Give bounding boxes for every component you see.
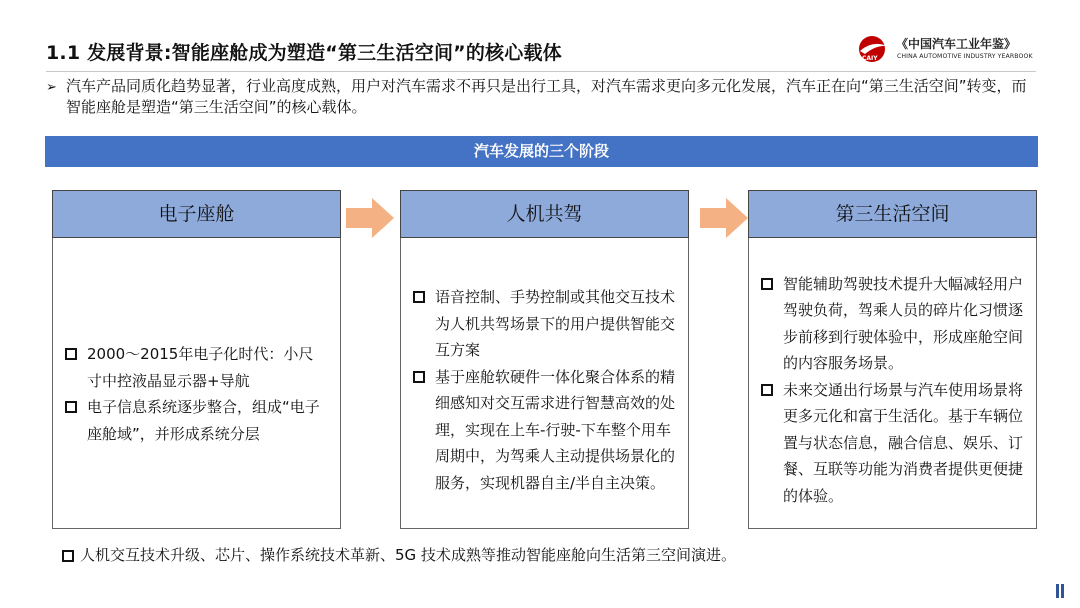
footer-note [62,545,736,566]
list-item [761,377,1024,510]
intro-text: 汽车产品同质化趋势显著，行业高度成熟，用户对汽车需求不再只是出行工具，对汽车需求更向多元化发展，汽车正在向“第三生活空间”转变，而智能座舱是塑造“第三生活空间”的核心载体。 [66,77,1027,116]
stage-card-electronic-cockpit [52,190,341,443]
arrow-bullet-icon: ➢ [46,80,57,95]
page-title: 1.1 发展背景:智能座舱成为塑造“第三生活空间”的核心载体 [46,42,562,64]
stage-title: 第三生活空间 [748,190,1037,238]
stage-card-human-machine-codriving [400,190,689,492]
page-marker-icon [1056,584,1066,598]
square-bullet-icon [761,278,773,290]
square-bullet-icon [62,550,74,562]
list-item [65,341,328,394]
caiy-logo-icon [856,34,890,64]
list-item-text: 智能辅助驾驶技术提升大幅减轻用户驾驶负荷，驾乘人员的碎片化习惯逐步前移到行驶体验中，形成座舱空间的内容服务场景。 [783,274,1024,373]
list-item [413,284,676,364]
list-item [65,394,328,447]
list-item-text: 语音控制、手势控制或其他交互技术为人机共驾场景下的用户提供智能交互方案 [435,288,676,359]
list-item [413,364,676,497]
square-bullet-icon [413,291,425,303]
list-item-text: 未来交通出行场景与汽车使用场景将更多元化和富于生活化。基于车辆位置与状态信息，融合信息、娱乐、订餐、互联等功能为消费者提供更便捷的体验。 [783,380,1024,505]
intro-paragraph [46,76,1036,118]
right-arrow-icon [346,198,394,238]
logo-chinese-name: 《中国汽车工业年鉴》 [896,37,1017,51]
stage-title: 人机共驾 [400,190,689,238]
logo-mark-text: CAIY [862,55,878,62]
stage-body [400,238,689,529]
right-arrow-icon [700,198,748,238]
list-item-text: 基于座舱软硬件一体化聚合体系的精细感知对交互需求进行智慧高效的处理，实现在上车-行驶-下车整个用车周期中，为驾乘人主动提供场景化的服务，实现机器自主/半自主决策。 [435,367,676,492]
stage-card-third-living-space [748,190,1037,505]
square-bullet-icon [761,384,773,396]
list-item [761,271,1024,377]
footer-text: 人机交互技术升级、芯片、操作系统技术革新、5G 技术成熟等推动智能座舱向生活第三空间演进。 [80,546,736,564]
square-bullet-icon [413,371,425,383]
list-item-text: 2000～2015年电子化时代：小尺寸中控液晶显示器+导航 [87,345,314,390]
logo-english-name: CHINA AUTOMOTIVE INDUSTRY YEARBOOK [897,53,1033,60]
stage-body [748,238,1037,529]
stage-title: 电子座舱 [52,190,341,238]
stage-body [52,238,341,529]
yearbook-logo [856,34,1038,64]
square-bullet-icon [65,401,77,413]
square-bullet-icon [65,348,77,360]
title-divider [46,71,1036,72]
list-item-text: 电子信息系统逐步整合，组成“电子座舱域”，并形成系统分层 [87,398,320,443]
stages-banner: 汽车发展的三个阶段 [45,136,1038,167]
